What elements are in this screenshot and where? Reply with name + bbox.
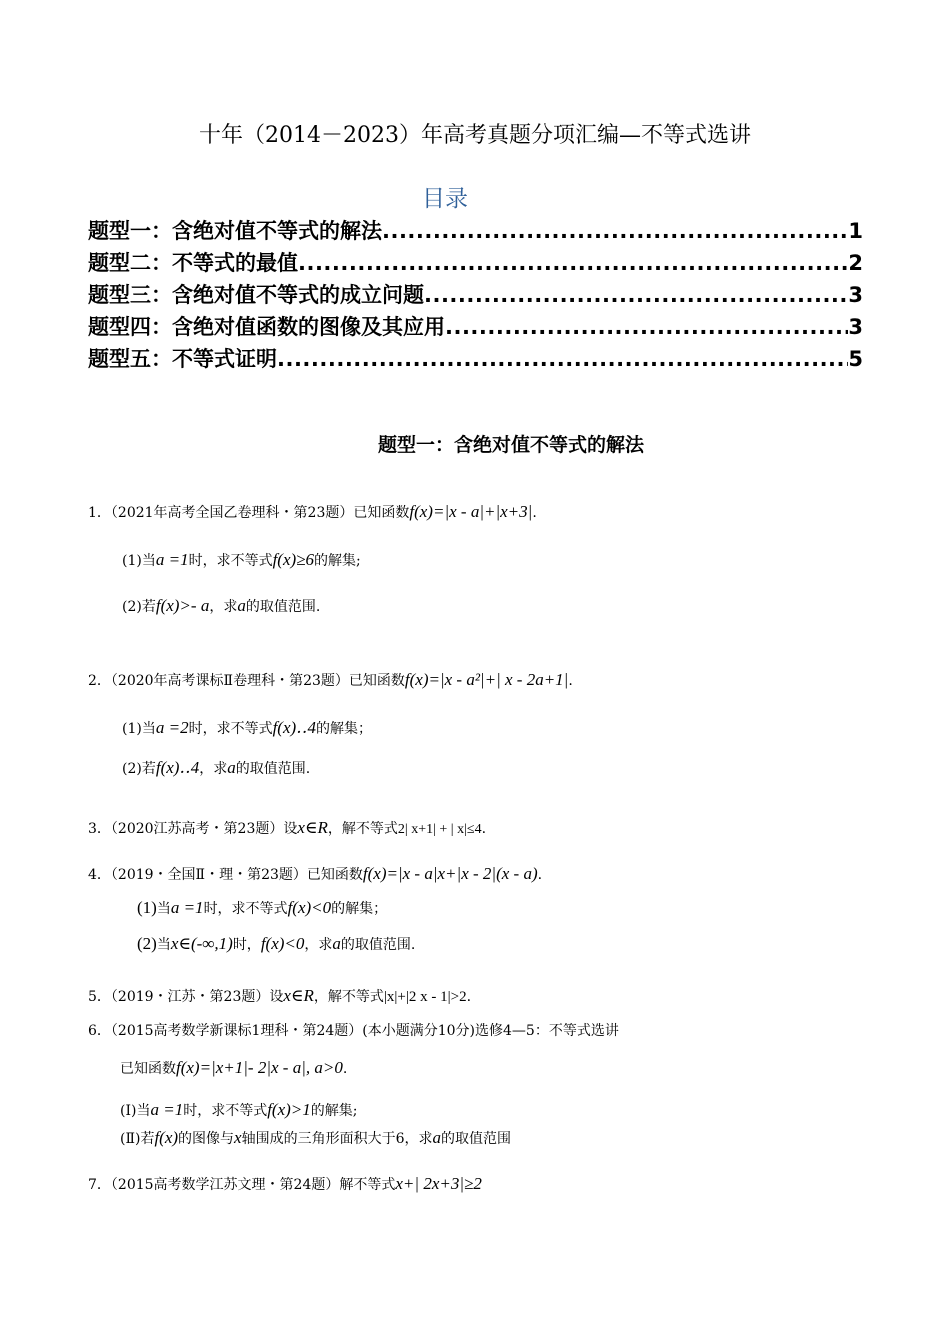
part-text: 的解集； — [316, 721, 373, 737]
toc-item-page: 2 — [848, 251, 863, 275]
math-formula: x∈R — [283, 986, 314, 1005]
part-text: 当 — [156, 937, 171, 953]
question-4 — [88, 864, 542, 884]
question-part — [122, 718, 372, 738]
math-formula: 2| x+1| + | x|≤4 — [397, 822, 482, 837]
math-formula: x+| 2x+3|≥2 — [395, 1174, 482, 1193]
math-formula: a =1 — [150, 1100, 184, 1119]
question-number: 2． — [88, 673, 111, 689]
part-text: 时，求不等式 — [188, 553, 273, 569]
question-part — [137, 934, 415, 954]
question-text: ，解不等式 — [327, 821, 398, 837]
punctuation: . — [481, 821, 487, 837]
part-text: 当 — [156, 901, 171, 917]
part-text: 时， — [232, 937, 261, 953]
math-formula: a =1 — [155, 550, 189, 569]
math-formula: f(x)=|x+1|- 2|x - a|, a>0 — [176, 1058, 343, 1077]
question-number: 4． — [88, 867, 111, 883]
math-formula: f(x)=|x - a²|+| x - 2a+1| — [404, 670, 569, 689]
toc-item[interactable] — [88, 343, 863, 373]
math-formula: x — [234, 1128, 242, 1147]
math-formula: f(x)<0 — [260, 934, 305, 953]
math-formula: a — [227, 758, 236, 777]
math-formula: f(x) — [154, 1128, 179, 1147]
punctuation: . — [537, 867, 543, 883]
question-part — [122, 596, 320, 616]
math-formula: f(x)=|x - a|+|x+3| — [409, 502, 533, 521]
toc-leader-dots — [382, 219, 848, 243]
part-text: 轴围成的三角形面积大于6，求 — [241, 1131, 433, 1147]
toc-leader-dots — [445, 315, 848, 339]
toc-item-label: 题型二：不等式的最值 — [88, 251, 298, 275]
toc-item[interactable] — [88, 215, 863, 245]
question-1 — [88, 502, 537, 522]
question-text: 已知函数 — [120, 1061, 176, 1077]
part-label: (2)若 — [122, 761, 156, 777]
part-label: (1) — [137, 898, 157, 917]
question-number: 5． — [88, 989, 111, 1005]
toc-item-label: 题型五：不等式证明 — [88, 347, 277, 371]
part-label: (2)若 — [122, 599, 156, 615]
question-2 — [88, 670, 573, 690]
question-7 — [88, 1174, 482, 1194]
part-text: 的解集； — [331, 901, 388, 917]
math-formula: f(x)‥4 — [155, 758, 200, 777]
part-text: ，求 — [199, 761, 228, 777]
toc-leader-dots — [277, 347, 848, 371]
punctuation: . — [466, 989, 472, 1005]
question-source: （2019・全国Ⅱ・理・第23题）已知函数 — [110, 867, 363, 883]
toc-item[interactable] — [88, 279, 863, 309]
question-part — [120, 1100, 357, 1120]
question-part — [120, 1128, 511, 1148]
part-text: 时，求不等式 — [203, 901, 288, 917]
part-label: (Ⅱ)若 — [120, 1131, 155, 1147]
part-text: 的图像与 — [178, 1131, 235, 1147]
toc-leader-dots — [298, 251, 848, 275]
part-text: ，求 — [304, 937, 333, 953]
punctuation: . — [342, 1061, 348, 1077]
question-3 — [88, 818, 486, 838]
question-part — [122, 758, 310, 778]
part-text: 的取值范围. — [235, 761, 311, 777]
question-5 — [88, 986, 471, 1006]
math-formula: a =2 — [155, 718, 189, 737]
math-formula: a =1 — [170, 898, 204, 917]
part-label: (2) — [137, 934, 157, 953]
toc-heading: 目录 — [422, 186, 468, 212]
question-number: 3． — [88, 821, 111, 837]
part-text: ，求 — [209, 599, 238, 615]
math-formula: a — [237, 596, 246, 615]
question-source: （2019・江苏・第23题）设 — [110, 989, 284, 1005]
math-formula: a — [332, 934, 341, 953]
toc-item-page: 3 — [848, 283, 863, 307]
toc-item-label: 题型四：含绝对值函数的图像及其应用 — [88, 315, 445, 339]
toc-leader-dots — [424, 283, 848, 307]
part-label: (Ⅰ)当 — [120, 1103, 151, 1119]
question-source: （2015高考数学江苏文理・第24题）解不等式 — [110, 1177, 396, 1193]
question-part — [122, 550, 361, 570]
math-formula: x∈R — [297, 818, 328, 837]
part-label: (1)当 — [122, 721, 156, 737]
question-source: （2021年高考全国乙卷理科・第23题）已知函数 — [110, 505, 410, 521]
part-text: 的取值范围 — [441, 1131, 512, 1147]
question-number: 1． — [88, 505, 111, 521]
toc-item-label: 题型三：含绝对值不等式的成立问题 — [88, 283, 424, 307]
part-text: 的解集; — [310, 1103, 358, 1119]
toc-item[interactable] — [88, 247, 863, 277]
punctuation: . — [532, 505, 537, 521]
question-source: （2020江苏高考・第23题）设 — [110, 821, 298, 837]
math-formula: a — [432, 1128, 442, 1147]
toc-item-label: 题型一：含绝对值不等式的解法 — [88, 219, 382, 243]
part-text: 时，求不等式 — [183, 1103, 268, 1119]
math-formula: f(x)=|x - a|x+|x - 2|(x - a) — [362, 864, 538, 883]
toc-item-page: 5 — [848, 347, 863, 371]
toc-item-page: 3 — [848, 315, 863, 339]
part-text: 的取值范围. — [340, 937, 416, 953]
section-heading: 题型一：含绝对值不等式的解法 — [377, 434, 644, 456]
punctuation: . — [568, 673, 573, 689]
part-text: 的解集; — [314, 553, 361, 569]
math-formula: |x|+|2 x - 1|>2 — [383, 989, 467, 1005]
question-source: （2020年高考课标Ⅱ卷理科・第23题）已知函数 — [110, 673, 405, 689]
math-formula: f(x)‥4 — [272, 718, 317, 737]
part-text: 的取值范围. — [245, 599, 321, 615]
math-formula: f(x)>1 — [267, 1100, 311, 1119]
math-formula: f(x)>- a — [155, 596, 210, 615]
document-title: 十年（2014－2023）年高考真题分项汇编—不等式选讲 — [199, 123, 751, 148]
math-formula: x∈(-∞,1) — [170, 934, 233, 953]
question-number: 6． — [88, 1023, 111, 1039]
toc-item-page: 1 — [848, 219, 863, 243]
question-source: （2015高考数学新课标1理科・第24题）(本小题满分10分)选修4—5：不等式选讲 — [110, 1023, 619, 1039]
question-text: ，解不等式 — [313, 989, 384, 1005]
toc-item[interactable] — [88, 311, 863, 341]
question-6 — [88, 1020, 619, 1040]
question-part — [137, 898, 387, 918]
part-text: 时，求不等式 — [188, 721, 273, 737]
math-formula: f(x)<0 — [287, 898, 332, 917]
question-intro — [120, 1058, 347, 1078]
math-formula: f(x)≥6 — [272, 550, 314, 569]
question-number: 7． — [88, 1177, 111, 1193]
part-label: (1)当 — [122, 553, 156, 569]
